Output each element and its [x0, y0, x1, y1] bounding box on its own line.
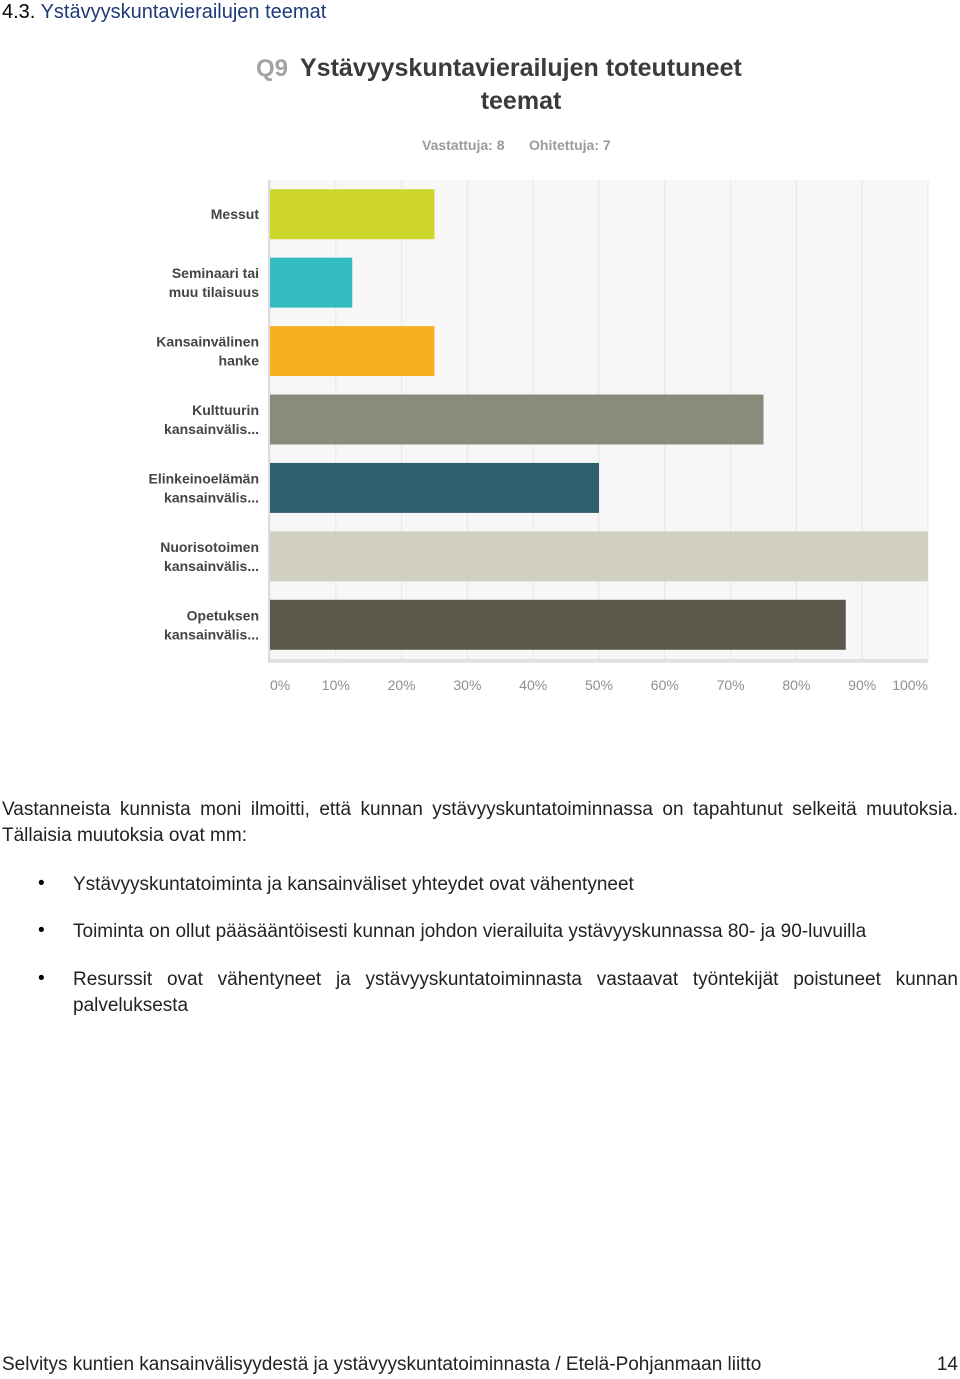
category-label: muu tilaisuus [168, 284, 259, 301]
bullet-marker: • [38, 920, 45, 941]
tick-label: 0% [270, 677, 291, 693]
category-labels [149, 206, 260, 642]
bullet-item-1: Ystävyyskuntatoiminta ja kansainväliset yhteydet ovat vähentyneet [73, 874, 634, 895]
tick-label: 90% [848, 677, 877, 693]
chart-skipped-count: Ohitettuja: 7 [529, 137, 611, 153]
bar-2 [270, 258, 352, 308]
tick-label: 10% [321, 677, 350, 693]
bar-3 [270, 326, 435, 376]
section-number: 4.3. [2, 1, 36, 23]
tick-label: 60% [650, 677, 679, 693]
bar-6 [270, 531, 928, 581]
section-heading [2, 0, 326, 24]
tick-label: 50% [584, 677, 614, 693]
tick-label: 100% [892, 677, 928, 693]
category-label: Kansainvälinen [156, 333, 259, 350]
category-label: Messut [210, 206, 259, 223]
bullet-item-3: Resurssit ovat vähentyneet ja ystävyyskuntatoiminnasta vastaavat työntekijät poistuneet kunnan palveluksesta [73, 969, 958, 1016]
category-label: kansainvälis... [164, 421, 259, 437]
category-label: hanke [218, 352, 259, 369]
bar-chart [0, 40, 960, 720]
bullet-item-2: Toiminta on ollut pääsääntöisesti kunnan johdon vierailuita ystävyyskunnassa 80- ja 90-luvuilla [73, 921, 867, 942]
chart-title-line1: Ystävyyskuntavierailujen toteutuneet [300, 54, 742, 82]
bar-4 [270, 395, 764, 445]
bullet-marker: • [38, 968, 45, 989]
chart-question-tag: Q9 [256, 55, 289, 82]
chart-title-line2: teemat [480, 87, 562, 115]
tick-label: 20% [387, 677, 416, 693]
chart-answered-count: Vastattuja: 8 [422, 137, 505, 153]
page-number: 14 [936, 1354, 958, 1375]
bar-1 [270, 189, 435, 239]
bar-5 [270, 463, 599, 513]
bullet-marker: • [38, 873, 45, 894]
tick-label: 30% [453, 677, 482, 693]
category-label: kansainvälis... [164, 626, 259, 643]
category-label: Seminaari tai [171, 265, 259, 282]
y-axis-line [268, 180, 270, 663]
bar-7 [270, 600, 846, 650]
section-title-text: Ystävyyskuntavierailujen teemat [40, 1, 327, 23]
category-label: Elinkeinoelämän [148, 470, 259, 487]
page-footer [2, 1352, 958, 1378]
x-axis-line [270, 659, 928, 663]
tick-label: 80% [782, 677, 811, 693]
tick-label: 40% [519, 677, 548, 693]
footer-text: Selvitys kuntien kansainvälisyydestä ja ystävyyskuntatoiminnasta / Etelä-Pohjanmaan liitto [2, 1354, 762, 1375]
tick-label: 70% [716, 677, 745, 693]
category-label: Opetuksen [186, 607, 259, 624]
intro-paragraph: Vastanneista kunnista moni ilmoitti, että kunnan ystävyyskuntatoiminnassa on tapahtunut selkeitä muutoksia. Tällaisia muutoksia ovat mm: [2, 799, 958, 846]
category-label: kansainvälis... [164, 557, 259, 574]
category-label: kansainvälis... [164, 489, 259, 506]
category-label: Nuorisotoimen [160, 538, 259, 555]
tick-labels [270, 677, 928, 693]
category-label: Kulttuurin [192, 402, 259, 418]
